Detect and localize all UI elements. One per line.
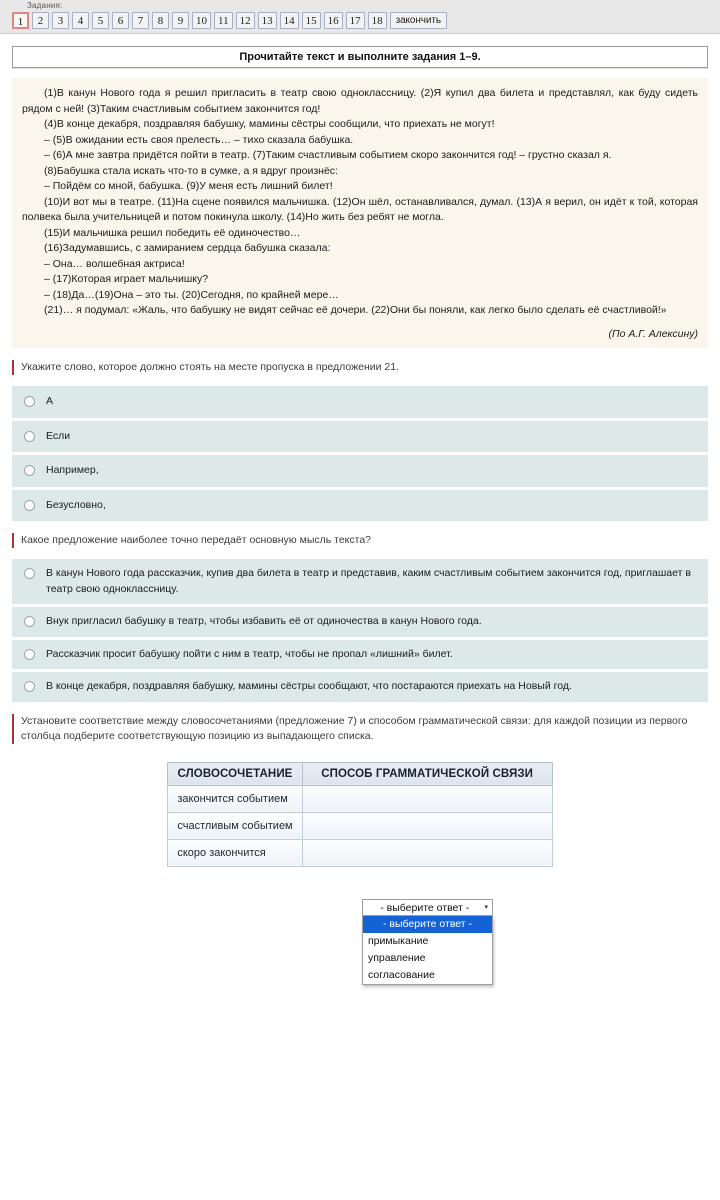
question-3-prompt-text: Установите соответствие между словосочетаниями (предложение 7) и способом грамматической связи: для каждой позиции из первого столбца подберите соответствующую позицию из выпадающего списка. <box>21 714 688 742</box>
task-button-4[interactable]: 4 <box>72 12 89 29</box>
passage-paragraph: – (17)Которая играет мальчишку? <box>44 273 209 285</box>
radio-icon[interactable] <box>24 681 35 692</box>
option-label: Если <box>46 429 71 442</box>
table-header-row <box>168 762 552 785</box>
prompt-accent-bar <box>12 714 14 744</box>
dropdown-option-placeholder[interactable]: - выберите ответ - <box>363 916 492 933</box>
answer-dropdown[interactable] <box>362 899 493 985</box>
dropdown-options-list <box>362 916 493 985</box>
option-label: Рассказчик просит бабушку пойти с ним в театр, чтобы не пропал «лишний» билет. <box>46 647 453 660</box>
content-area <box>0 46 720 867</box>
task-navigation-label: Задания: <box>27 1 63 10</box>
option-label: А <box>46 395 54 407</box>
dropdown-toggle[interactable] <box>362 899 493 916</box>
task-button-13[interactable]: 13 <box>258 12 277 29</box>
radio-icon[interactable] <box>24 500 35 511</box>
task-navigation-bar <box>0 0 720 34</box>
passage-paragraph: – Пойдём со мной, бабушка. (9)У меня есть лишний билет! <box>44 180 333 192</box>
task-button-6[interactable]: 6 <box>112 12 129 29</box>
finish-button[interactable]: закончить <box>390 12 447 29</box>
passage-paragraph: (10)И вот мы в театре. (11)На сцене появился мальчишка. (12)Он шёл, останавливался, думал. (13)А я верил, он идёт к той, которая полвека была учительницей и потом покинула школу. (14)Но жить без ребят не могла. <box>22 195 698 223</box>
passage-paragraph: (21)… я подумал: «Жаль, что бабушку не видят сейчас её дочери. (22)Они бы поняли, как легко было сделать её счастливой!» <box>44 304 667 316</box>
option-q1-2[interactable] <box>12 421 708 453</box>
task-button-18[interactable]: 18 <box>368 12 387 29</box>
task-button-2[interactable]: 2 <box>32 12 49 29</box>
passage-paragraph: – (6)А мне завтра придётся пойти в театр. (7)Таким счастливым событием скоро закончится год! – грустно сказал я. <box>44 149 612 161</box>
task-button-14[interactable]: 14 <box>280 12 299 29</box>
task-button-8[interactable]: 8 <box>152 12 169 29</box>
task-button-7[interactable]: 7 <box>132 12 149 29</box>
answer-cell-1[interactable] <box>302 785 552 812</box>
question-1-options <box>12 386 708 521</box>
option-q1-3[interactable] <box>12 455 708 487</box>
reading-passage <box>12 78 708 348</box>
radio-icon[interactable] <box>24 465 35 476</box>
radio-icon[interactable] <box>24 616 35 627</box>
passage-paragraph: (8)Бабушка стала искать что-то в сумке, а я вдруг произнёс: <box>44 164 338 177</box>
option-label: В конце декабря, поздравляя бабушку, мамины сёстры сообщают, что постараются приехать на Новый год. <box>46 680 572 692</box>
passage-paragraph: – Она… волшебная актриса! <box>44 257 185 270</box>
column-header-connection: СПОСОБ ГРАММАТИЧЕСКОЙ СВЯЗИ <box>302 762 552 785</box>
option-q1-4[interactable] <box>12 490 708 522</box>
task-button-1[interactable]: 1 <box>12 12 29 29</box>
phrase-cell-1: закончится событием <box>168 785 302 812</box>
phrase-cell-2: счастливым событием <box>168 812 302 839</box>
table-row <box>168 839 552 866</box>
task-button-15[interactable]: 15 <box>302 12 321 29</box>
option-label: Безусловно, <box>46 498 106 511</box>
passage-attribution: (По А.Г. Алексину) <box>608 327 698 340</box>
option-q2-1[interactable] <box>12 559 708 604</box>
prompt-accent-bar <box>12 533 14 548</box>
dropdown-selected-value: - выберите ответ - <box>380 901 470 914</box>
question-3-prompt <box>12 714 708 744</box>
passage-paragraph: (15)И мальчишка решил победить её одиночество… <box>44 226 301 239</box>
passage-paragraph: (1)В канун Нового года я решил пригласить в театр свою одноклассницу. (2)Я купил два билета и представлял, как буду сидеть рядом с ней! (3)Таким счастливым событием закончится год! <box>22 87 698 115</box>
question-2-prompt-text: Какое предложение наиболее точно передаёт основную мысль текста? <box>21 534 371 546</box>
dropdown-option-soglasovanie[interactable]: согласование <box>368 969 435 981</box>
question-1-prompt <box>12 360 708 375</box>
task-button-12[interactable]: 12 <box>236 12 255 29</box>
matching-table <box>167 762 552 867</box>
radio-icon[interactable] <box>24 431 35 442</box>
answer-cell-2[interactable] <box>302 812 552 839</box>
passage-paragraph: (4)В конце декабря, поздравляя бабушку, мамины сёстры сообщили, что приехать не могут! <box>44 118 495 130</box>
chevron-down-icon: ▾ <box>484 904 488 911</box>
passage-paragraph: – (5)В ожидании есть своя прелесть… – тихо сказала бабушка. <box>44 133 354 146</box>
passage-paragraph: (16)Задумавшись, с замиранием сердца бабушка сказала: <box>44 242 331 254</box>
task-button-9[interactable]: 9 <box>172 12 189 29</box>
passage-paragraph: – (18)Да…(19)Она – это ты. (20)Сегодня, по крайней мере… <box>44 288 339 301</box>
radio-icon[interactable] <box>24 649 35 660</box>
column-header-phrase: СЛОВОСОЧЕТАНИЕ <box>168 762 302 785</box>
option-q2-2[interactable] <box>12 607 708 637</box>
question-1-prompt-text: Укажите слово, которое должно стоять на месте пропуска в предложении 21. <box>21 361 400 373</box>
passage-title: Прочитайте текст и выполните задания 1–9. <box>12 46 708 68</box>
task-button-11[interactable]: 11 <box>214 12 233 29</box>
task-button-5[interactable]: 5 <box>92 12 109 29</box>
phrase-cell-3: скоро закончится <box>168 839 302 866</box>
option-q2-4[interactable] <box>12 672 708 702</box>
task-number-buttons <box>12 12 720 29</box>
option-label: Например, <box>46 464 99 476</box>
question-2-prompt <box>12 533 708 548</box>
option-q1-1[interactable] <box>12 386 708 418</box>
radio-icon[interactable] <box>24 396 35 407</box>
answer-cell-3[interactable] <box>302 839 552 866</box>
matching-table-wrapper <box>12 762 708 867</box>
task-button-10[interactable]: 10 <box>192 12 211 29</box>
task-button-3[interactable]: 3 <box>52 12 69 29</box>
option-label: В канун Нового года рассказчик, купив два билета в театр и представив, каким счастливым событием закончится год, приглашает в театр свою одноклассницу. <box>46 567 691 595</box>
task-button-16[interactable]: 16 <box>324 12 343 29</box>
table-row <box>168 812 552 839</box>
question-2-options <box>12 559 708 702</box>
prompt-accent-bar <box>12 360 14 375</box>
option-q2-3[interactable] <box>12 640 708 670</box>
dropdown-option-upravlenie[interactable]: управление <box>368 952 426 964</box>
option-label: Внук пригласил бабушку в театр, чтобы избавить её от одиночества в канун Нового года. <box>46 615 482 627</box>
dropdown-option-primykanie[interactable]: примыкание <box>368 935 429 947</box>
task-button-17[interactable]: 17 <box>346 12 365 29</box>
radio-icon[interactable] <box>24 568 35 579</box>
table-row <box>168 785 552 812</box>
